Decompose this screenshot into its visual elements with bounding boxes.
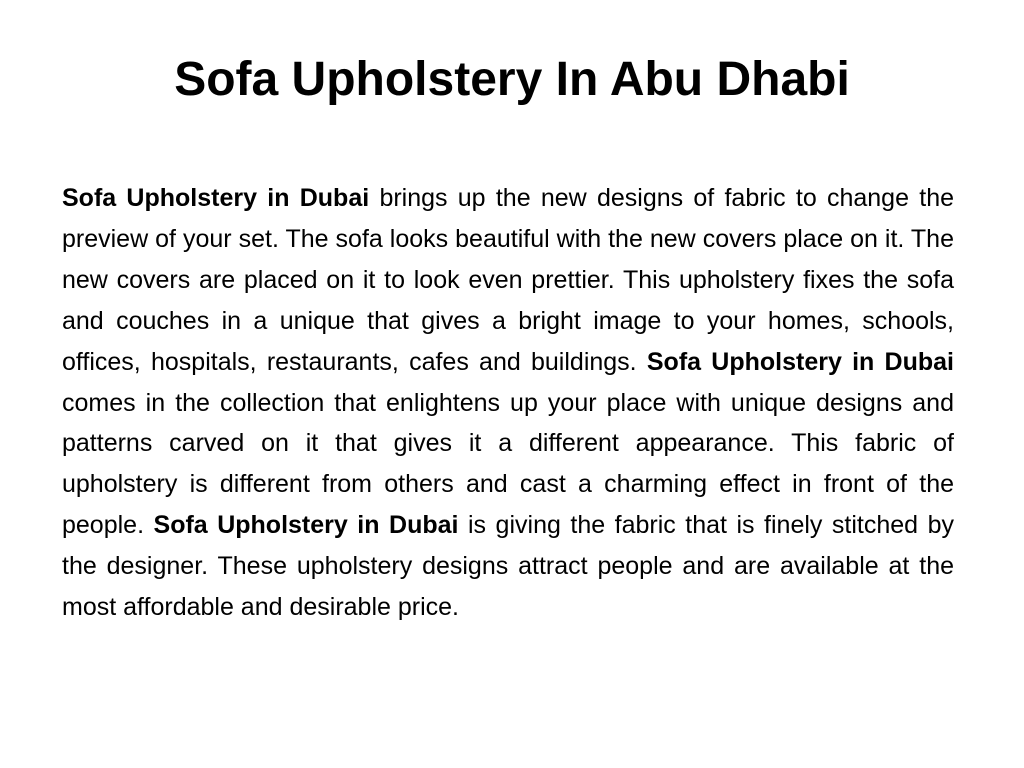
body-text: comes in the collection that enlightens up your place with unique designs and patterns carved on it that gives it a different appearance. This fabric of upholstery is different from others and cast a charming effect in front of the people.: [62, 388, 954, 540]
body-emphasis: Sofa Upholstery in Dubai: [646, 347, 954, 376]
body-emphasis: Sofa Upholstery in Dubai: [62, 184, 370, 212]
body-text: brings up the new designs of fabric to change the preview of your set. The sofa looks beautiful with the new covers place on it. The new covers are placed on it to look even prettier. This upholstery fixes the sofa and couches in a unique that gives a bright image to your homes, schools, offices, hospitals, restaurants, cafes and buildings.: [62, 184, 954, 376]
body-text: is giving the fabric that is finely stitched by the designer. These upholstery designs attract people and are available at the most affordable and desirable price.: [62, 511, 954, 622]
body-emphasis: Sofa Upholstery in Dubai: [153, 511, 459, 540]
slide-title: Sofa Upholstery In Abu Dhabi: [174, 53, 850, 106]
slide-body-paragraph: [62, 178, 954, 628]
